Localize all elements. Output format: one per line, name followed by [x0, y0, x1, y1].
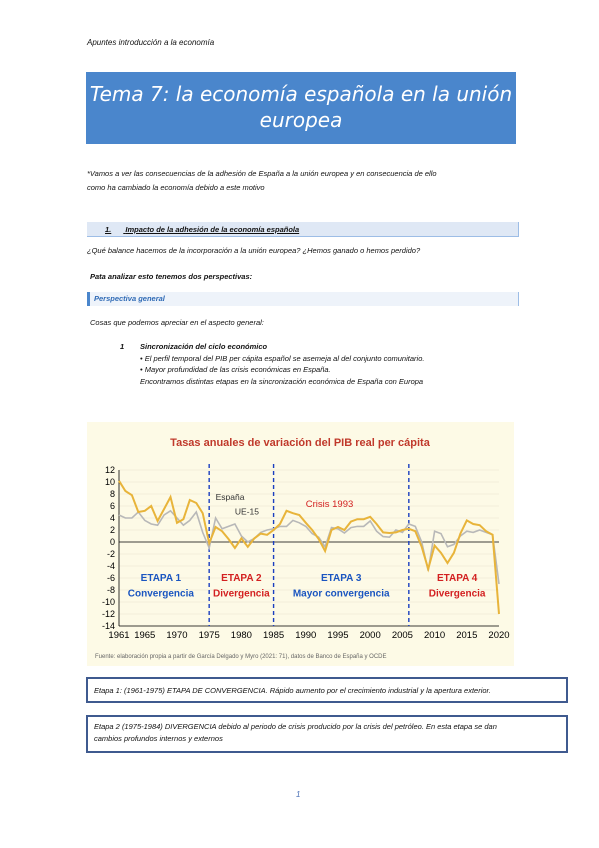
y-tick-label: 2: [109, 525, 115, 535]
stage-2-line-2: cambios profundos internos y externos: [94, 734, 223, 743]
intro-line-2: como ha cambiado la economía debido a este motivo: [87, 183, 265, 192]
stage-label: ETAPA 2: [221, 573, 262, 584]
x-tick-label: 2000: [359, 630, 381, 641]
stage-1-box: Etapa 1: (1961-1975) ETAPA DE CONVERGENCIA. Rápido aumento por el crecimiento industrial y la apertura exterior.: [86, 677, 568, 703]
y-tick-label: 4: [109, 513, 115, 523]
section-title: Impacto de la adhesión de la economía española: [125, 225, 300, 234]
y-tick-label: 0: [109, 537, 115, 547]
x-tick-label: 1990: [295, 630, 317, 641]
perspectives-text: Pata analizar esto tenemos dos perspectivas:: [90, 272, 253, 281]
page-header: Apuntes introducción a la economía: [87, 38, 215, 47]
y-tick-label: -12: [101, 609, 115, 619]
stage-sublabel: Convergencia: [127, 588, 194, 600]
gdp-chart-svg: [87, 422, 514, 666]
stage-sublabel: Divergencia: [428, 588, 486, 600]
y-tick-label: -2: [106, 549, 115, 559]
x-tick-label: 1980: [230, 630, 252, 641]
question-text: ¿Qué balance hacemos de la incorporación a la unión europea? ¿Hemos ganado o hemos perdido?: [87, 246, 421, 255]
y-tick-label: -10: [101, 597, 115, 607]
list-note: Encontramos distintas etapas en la sincronización económica de España con Europa: [140, 376, 424, 386]
stage-sublabel: Mayor convergencia: [292, 588, 390, 600]
numbered-list: [120, 341, 424, 387]
intro-line-1: *Vamos a ver las consecuencias de la adhesión de España a la unión europea y en consecuencia de ello: [87, 169, 437, 178]
list-number: 1: [120, 342, 125, 351]
x-tick-label: 2020: [488, 630, 510, 641]
x-tick-label: 2015: [456, 630, 478, 641]
title-line-1: Tema 7: la economía española en la unión: [89, 82, 513, 106]
section-heading-2: Perspectiva general: [87, 292, 519, 306]
general-aspects-text: Cosas que podemos apreciar en el aspecto general:: [90, 318, 264, 327]
chart-annotation: España: [215, 492, 245, 502]
x-tick-label: 2010: [424, 630, 446, 641]
y-tick-label: 12: [104, 465, 115, 475]
y-tick-label: 10: [104, 477, 115, 487]
chart-title: Tasas anuales de variación del PIB real per cápita: [170, 437, 430, 449]
list-title: Sincronización del ciclo económico: [140, 342, 268, 351]
gdp-chart: [87, 422, 514, 666]
chart-annotation: Crisis 1993: [305, 499, 354, 511]
chart-annotation: UE-15: [234, 506, 260, 517]
y-tick-label: -14: [101, 621, 115, 631]
x-tick-label: 2005: [391, 630, 413, 641]
stage-2-line-1: Etapa 2 (1975-1984) DIVERGENCIA debido al periodo de crisis producido por la crisis del petróleo. En esta etapa se dan: [94, 722, 497, 731]
page-number: 1: [296, 790, 301, 799]
y-tick-label: -8: [106, 585, 115, 595]
chart-source: Fuente: elaboración propia a partir de García Delgado y Myro (2021: 71), datos de Banco de España y OCDE: [95, 654, 387, 660]
list-bullet-1: • El perfil temporal del PIB per cápita español se asemeja al del conjunto comunitario.: [140, 353, 425, 363]
section-heading-1: [87, 222, 519, 237]
y-tick-label: -6: [106, 573, 115, 583]
stage-label: ETAPA 1: [140, 573, 182, 584]
stage-label: ETAPA 3: [321, 573, 362, 584]
x-tick-label: 1970: [166, 630, 188, 641]
list-bullet-2: • Mayor profundidad de las crisis económicas en España.: [140, 365, 331, 374]
x-tick-label: 1975: [198, 630, 220, 641]
y-tick-label: 6: [109, 501, 115, 511]
title-line-2: europea: [259, 108, 343, 132]
y-tick-label: 8: [109, 489, 115, 499]
section-number: 1.: [105, 225, 112, 234]
x-tick-label: 1985: [263, 630, 285, 641]
stage-sublabel: Divergencia: [213, 588, 270, 600]
intro-paragraph: [87, 167, 527, 195]
y-tick-label: -4: [106, 561, 115, 571]
title-banner: [86, 72, 516, 144]
x-tick-label: 1965: [134, 630, 156, 641]
x-tick-label: 1995: [327, 630, 349, 641]
stage-label: ETAPA 4: [436, 573, 478, 584]
stage-2-box: [86, 715, 568, 753]
x-tick-label: 1961: [108, 630, 130, 641]
